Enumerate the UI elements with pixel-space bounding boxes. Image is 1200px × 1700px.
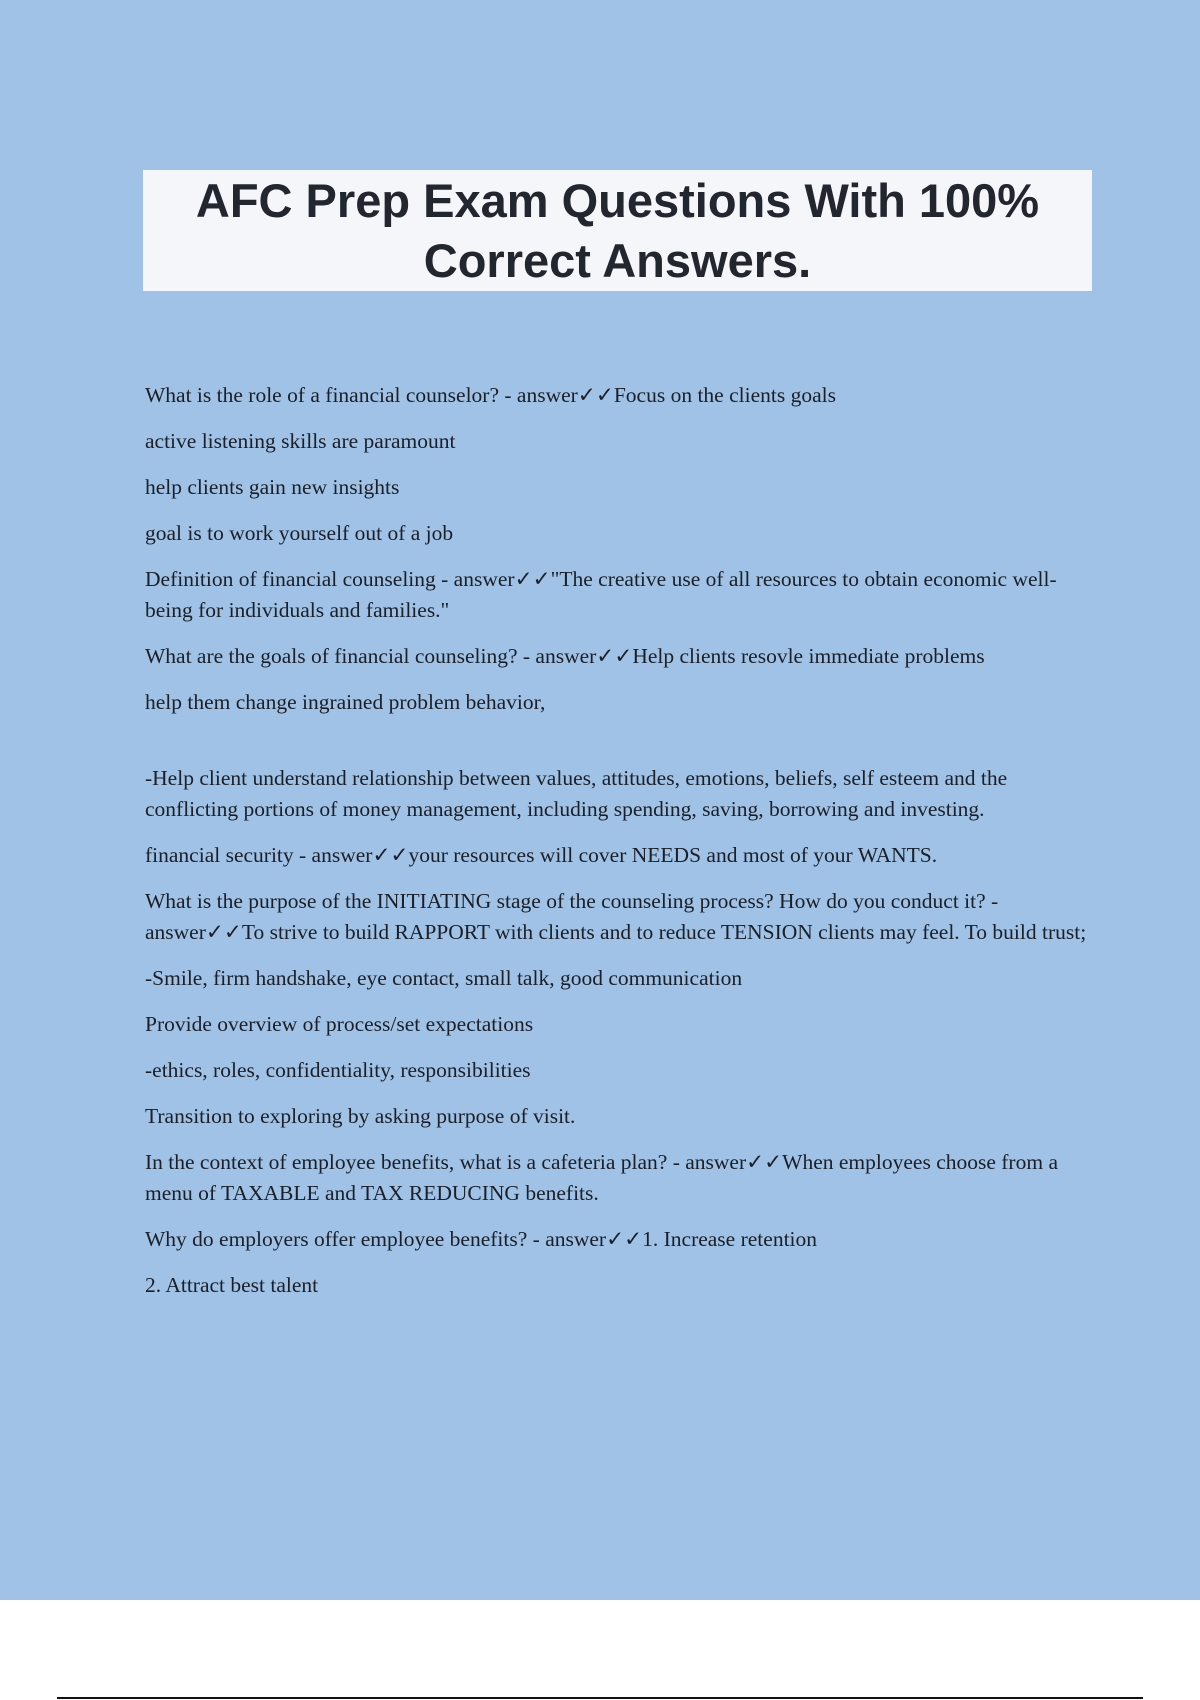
paragraph: -Smile, firm handshake, eye contact, small talk, good communication [145, 966, 743, 990]
paragraph: active listening skills are paramount [145, 429, 456, 453]
paragraph: What is the purpose of the INITIATING stage of the counseling process? How do you conduct it? - answer✓✓To strive to build RAPPORT with clients and to reduce TENSION clients may feel. To build trust; [145, 889, 1087, 944]
document-title [196, 171, 1039, 291]
paragraph: help them change ingrained problem behavior, [145, 690, 546, 714]
paragraph: help clients gain new insights [145, 475, 400, 499]
paragraph: In the context of employee benefits, what is a cafeteria plan? - answer✓✓When employees choose from a menu of TAXABLE and TAX REDUCING benefits. [145, 1150, 1058, 1205]
document-body [145, 380, 1095, 1316]
paragraph: Provide overview of process/set expectations [145, 1012, 534, 1036]
paragraph: -Help client understand relationship between values, attitudes, emotions, beliefs, self esteem and the conflicting portions of money management, including spending, saving, borrowing and investing. [145, 766, 1008, 821]
title-banner [143, 170, 1092, 291]
paragraph: Transition to exploring by asking purpose of visit. [145, 1104, 576, 1128]
paragraph: What is the role of a financial counselor? - answer✓✓Focus on the clients goals [145, 383, 836, 407]
paragraph: -ethics, roles, confidentiality, responsibilities [145, 1058, 531, 1082]
title-line-1: AFC Prep Exam Questions With 100% [195, 173, 1040, 227]
paragraph: What are the goals of financial counseling? - answer✓✓Help clients resovle immediate problems [145, 644, 985, 668]
paragraph: financial security - answer✓✓your resources will cover NEEDS and most of your WANTS. [145, 843, 938, 867]
paragraph: goal is to work yourself out of a job [145, 521, 454, 545]
title-line-2: Correct Answers. [423, 233, 812, 287]
paragraph: 2. Attract best talent [145, 1273, 319, 1297]
footer-divider [57, 1697, 1143, 1699]
paragraph: Why do employers offer employee benefits? - answer✓✓1. Increase retention [145, 1227, 818, 1251]
paragraph: Definition of financial counseling - answer✓✓"The creative use of all resources to obtain economic well-being for individuals and families." [145, 567, 1057, 622]
